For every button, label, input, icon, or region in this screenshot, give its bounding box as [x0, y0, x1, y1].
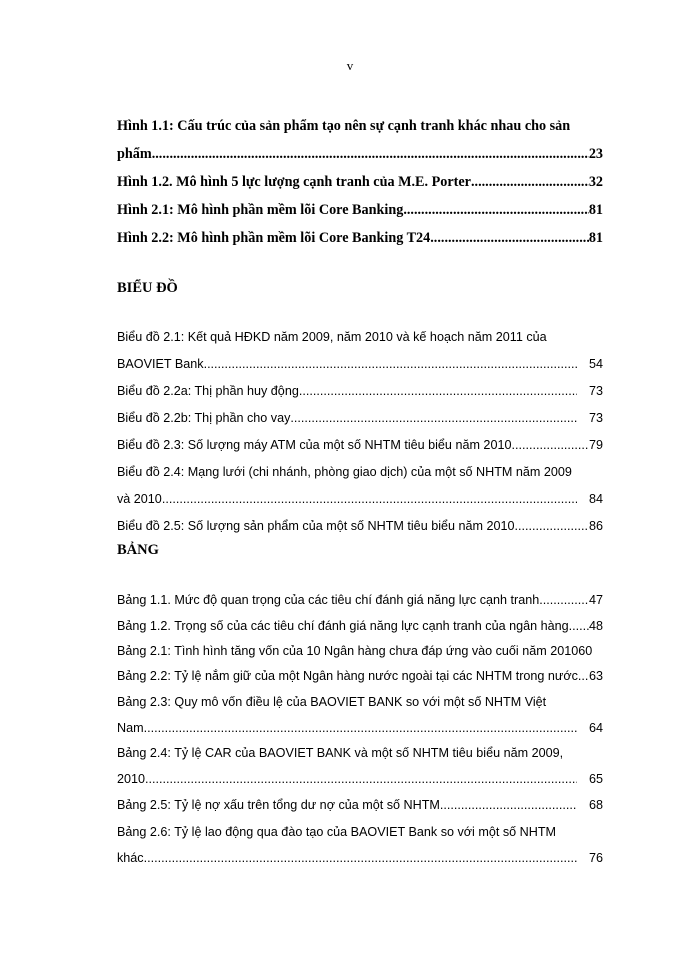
entry-text: Biểu đồ 2.3: Số lượng máy ATM của một số NHTM tiêu biểu năm 2010 — [117, 438, 512, 452]
entry-text: Bảng 1.1. Mức độ quan trọng của các tiêu chí đánh giá năng lực cạnh tranh — [117, 593, 540, 607]
entry-text: Bảng 2.4: Tỷ lệ CAR của BAOVIET BANK và một số NHTM tiêu biểu năm 2009, — [117, 746, 564, 760]
entry-text: và 2010 — [117, 492, 162, 506]
entry-text: Hình 2.1: Mô hình phần mềm lõi Core Banking — [117, 202, 404, 218]
entry-text: Bảng 2.3: Quy mô vốn điều lệ của BAOVIET BANK so với một số NHTM Việt — [117, 695, 547, 709]
page-ref: 81 — [588, 230, 603, 246]
chart-entry-4[interactable] — [117, 438, 603, 452]
entry-text: Bảng 2.6: Tỷ lệ lao động qua đào tạo của BAOVIET Bank so với một số NHTM — [117, 825, 557, 839]
table-entry-6[interactable] — [117, 772, 603, 786]
entry-text: Hình 1.1: Cấu trúc của sản phẩm tạo nên sự cạnh tranh khác nhau cho sản — [117, 118, 571, 134]
page-number: v — [346, 58, 354, 73]
leader-dots — [144, 721, 577, 735]
entry-text — [117, 330, 603, 344]
chart-entry-1[interactable] — [117, 357, 603, 371]
table-entry-8-line-1 — [117, 825, 603, 839]
charts-heading: BIỂU ĐỒ — [117, 280, 178, 296]
entry-text: Hình 2.2: Mô hình phần mềm lõi Core Banking T24 — [117, 230, 431, 246]
leader-dots — [578, 669, 589, 683]
entry-text: Nam — [117, 721, 144, 735]
figure-entry-2[interactable] — [117, 174, 603, 191]
entry-text: Biểu đồ 2.2b: Thị phần cho vay — [117, 411, 291, 425]
entry-text: 2010 — [117, 772, 146, 786]
page-ref: 23 — [588, 146, 603, 162]
page-ref: 73 — [588, 411, 603, 425]
page-ref: 32 — [588, 174, 603, 190]
table-entry-3[interactable] — [117, 644, 603, 658]
entry-text: Bảng 2.5: Tỷ lệ nợ xấu trên tổng dư nợ của một số NHTM — [117, 798, 440, 812]
leader-dots — [569, 619, 589, 633]
entry-text: Biểu đồ 2.5: Số lượng sản phẩm của một số NHTM tiêu biểu năm 2010 — [117, 519, 515, 533]
table-entry-2[interactable] — [117, 619, 603, 633]
leader-dots — [515, 519, 589, 533]
figure-entry-4[interactable] — [117, 230, 603, 247]
leader-dots — [147, 851, 577, 865]
page-ref: 76 — [588, 851, 603, 865]
chart-entry-3[interactable] — [117, 411, 603, 425]
chart-entry-6[interactable] — [117, 519, 603, 533]
page-ref: 47 — [588, 593, 603, 607]
page-ref: 54 — [588, 357, 603, 371]
page-ref: 86 — [588, 519, 603, 533]
page-ref: 65 — [588, 772, 603, 786]
table-entry-4[interactable] — [117, 669, 603, 683]
leader-dots — [152, 146, 589, 163]
page-ref: 81 — [588, 202, 603, 218]
entry-text: Bảng 2.1: Tình hình tăng vốn của 10 Ngân hàng chưa đáp ứng vào cuối năm 201060 — [117, 644, 593, 658]
leader-dots — [539, 593, 589, 607]
table-entry-6-line-1 — [117, 746, 603, 760]
chart-entry-2[interactable] — [117, 384, 603, 398]
table-entry-5[interactable] — [117, 721, 603, 735]
leader-dots — [290, 411, 577, 425]
chart-entry-5-line-1 — [117, 465, 603, 479]
table-entry-8[interactable] — [117, 851, 603, 865]
page-ref: 64 — [588, 721, 603, 735]
page-ref: 73 — [588, 384, 603, 398]
table-entry-7[interactable] — [117, 798, 603, 812]
table-entry-1[interactable] — [117, 593, 603, 607]
page-ref: 48 — [588, 619, 603, 633]
leader-dots — [440, 798, 577, 812]
entry-text-span: Biểu đồ 2.1: Kết quả HĐKD năm 2009, năm 2010 và kế hoạch năm 2011 của — [117, 330, 547, 344]
leader-dots — [471, 174, 589, 191]
entry-text: Bảng 2.2: Tỷ lệ nắm giữ của một Ngân hàng nước ngoài tại các NHTM trong nước — [117, 669, 578, 683]
entry-text: BAOVIET Bank. — [117, 357, 208, 371]
page-ref: 68 — [588, 798, 603, 812]
entry-text: Bảng 1.2. Trọng số của các tiêu chí đánh giá năng lực cạnh tranh của ngân hàng — [117, 619, 569, 633]
figure-entry-1[interactable] — [117, 146, 603, 163]
entry-text: Biểu đồ 2.4: Mạng lưới (chi nhánh, phòng giao dịch) của một số NHTM năm 2009 — [117, 465, 572, 479]
table-entry-5-line-1 — [117, 695, 603, 709]
leader-dots — [162, 492, 577, 506]
leader-dots — [145, 772, 577, 786]
entry-text: Biểu đồ 2.2a: Thị phần huy động — [117, 384, 299, 398]
tables-heading: BẢNG — [117, 542, 159, 558]
entry-text: Hình 1.2. Mô hình 5 lực lượng cạnh tranh của M.E. Porter — [117, 174, 471, 190]
page-ref: 63 — [588, 669, 603, 683]
entry-text: phẩm — [117, 146, 152, 162]
leader-dots — [403, 202, 589, 219]
page-ref: 84 — [588, 492, 603, 506]
leader-dots — [511, 438, 589, 452]
leader-dots — [299, 384, 577, 398]
entry-text: khác. — [117, 851, 148, 865]
leader-dots — [207, 357, 577, 371]
figure-entry-1-line-1 — [117, 118, 603, 135]
leader-dots — [430, 230, 589, 247]
chart-entry-5[interactable] — [117, 492, 603, 506]
figure-entry-3[interactable] — [117, 202, 603, 219]
chart-entry-1-line-1 — [117, 330, 603, 344]
page-ref: 79 — [588, 438, 603, 452]
